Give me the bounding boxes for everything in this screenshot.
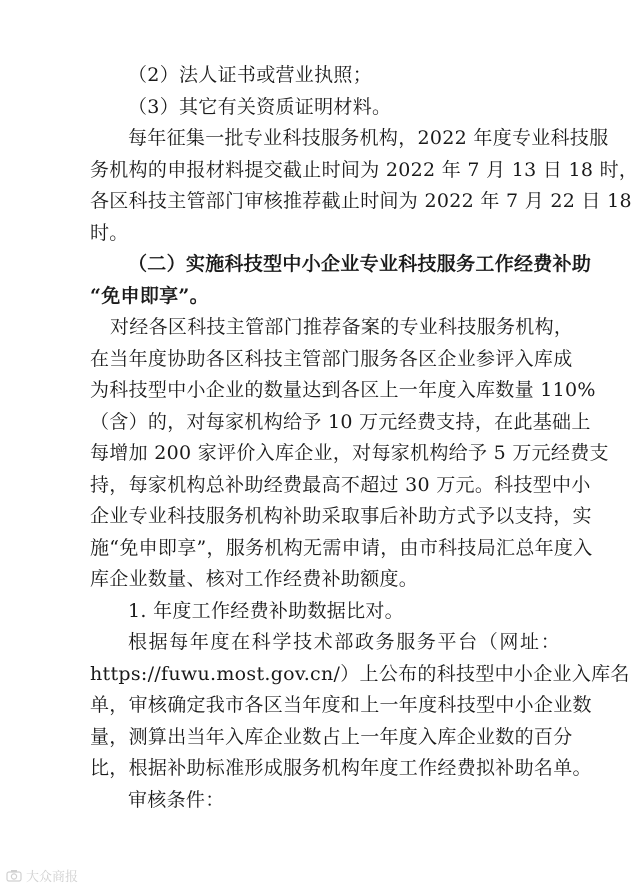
paragraph-line: 持，每家机构总补助经费最高不超过 30 万元。科技型中小 (90, 473, 591, 496)
paragraph-line: 根据每年度在科学技术部政务服务平台（网址： (128, 631, 560, 653)
document-page (90, 60, 639, 816)
paragraph-line: 库企业数量、核对工作经费补助额度。 (90, 568, 419, 590)
list-item-other-materials: （3）其它有关资质证明材料。 (128, 95, 392, 118)
paragraph-line: 企业专业科技服务机构补助采取事后补助方式予以支持，实 (90, 505, 592, 527)
paragraph-line: 量，测算出当年入库企业数占上一年度入库企业数的百分 (90, 725, 573, 748)
paragraph-line: 每增加 200 家评价入库企业，对每家机构给予 5 万元经费支 (90, 442, 609, 464)
paragraph-line: 单，审核确定我市各区当年度和上一年度科技型中小企业数 (90, 694, 592, 716)
review-conditions-label: 审核条件： (128, 788, 225, 811)
paragraph-line: 各区科技主管部门审核推荐截止时间为 2022 年 7 月 22 日 18 (90, 190, 632, 212)
section-heading: （二）实施科技型中小企业专业科技服务工作经费补助 (128, 253, 592, 275)
paragraph-line: 为科技型中小企业的数量达到各区上一年度入库数量 110% (90, 379, 596, 401)
camera-icon (6, 869, 22, 882)
paragraph-line: 对经各区科技主管部门推荐备案的专业科技服务机构， (110, 316, 574, 338)
paragraph-line: （含）的，对每家机构给予 10 万元经费支持，在此基础上 (90, 410, 591, 433)
paragraph-line: 每年征集一批专业科技服务机构，2022 年度专业科技服 (128, 127, 609, 149)
list-item-legal-certificate: （2）法人证书或营业执照； (128, 64, 372, 86)
paragraph-line: 务机构的申报材料提交截止时间为 2022 年 7 月 13 日 18 时， (90, 158, 639, 181)
paragraph-line: 施“免申即享”，服务机构无需申请，由市科技局汇总年度入 (90, 536, 593, 559)
subsection-heading: 1. 年度工作经费补助数据比对。 (128, 599, 404, 622)
paragraph-line: https://fuwu.most.gov.cn/）上公布的科技型中小企业入库名 (90, 662, 630, 685)
watermark-text: 大众商报 (26, 870, 79, 885)
paragraph-line: 在当年度协助各区科技主管部门服务各区企业参评入库成 (90, 347, 573, 370)
paragraph-line: 时。 (90, 221, 129, 244)
paragraph-line: 比，根据补助标准形成服务机构年度工作经费拟补助名单。 (90, 757, 592, 779)
section-heading-continued: “免申即享”。 (90, 284, 209, 307)
watermark (6, 866, 78, 885)
